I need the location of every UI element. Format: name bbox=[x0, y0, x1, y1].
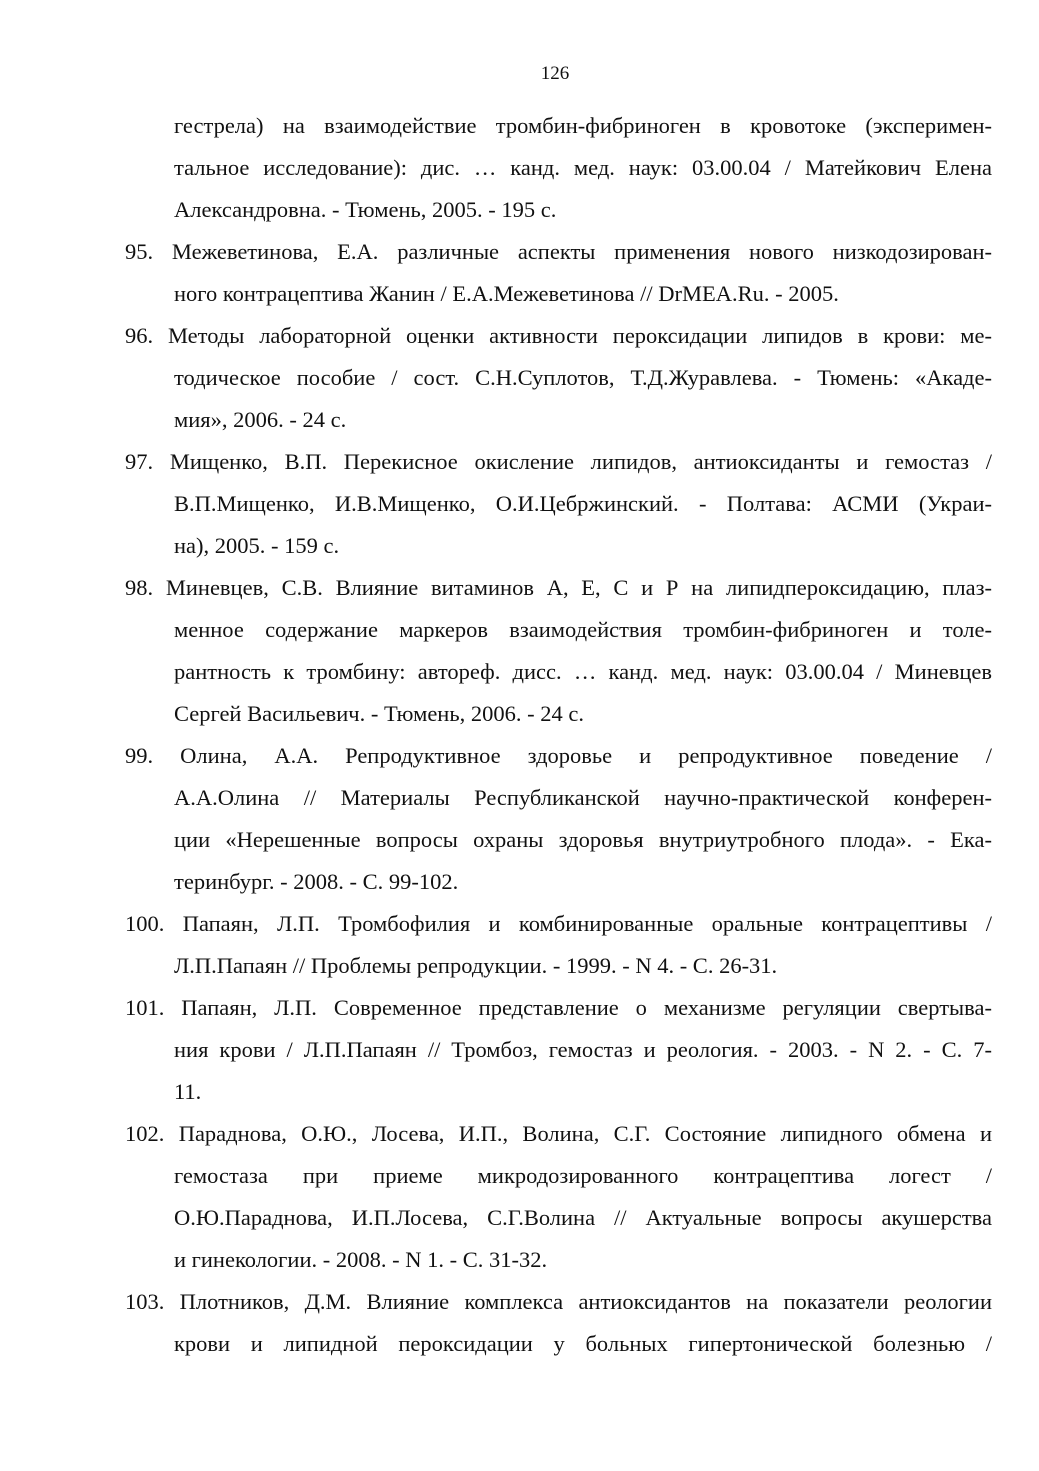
reference-97 bbox=[125, 441, 992, 567]
reference-line: В.П.Мищенко, И.В.Мищенко, О.И.Цебржинский. - Полтава: АСМИ (Украи- bbox=[174, 491, 992, 516]
reference-line: и гинекологии. - 2008. - N 1. - С. 31-32. bbox=[174, 1247, 548, 1272]
reference-98 bbox=[125, 567, 992, 735]
reference-line: 95. Межеветинова, Е.А. различные аспекты применения нового низкодозирован- bbox=[125, 239, 992, 264]
reference-line: мия», 2006. - 24 с. bbox=[174, 407, 347, 432]
reference-line: ния крови / Л.П.Папаян // Тромбоз, гемостаз и реология. - 2003. - N 2. - С. 7- bbox=[174, 1037, 992, 1062]
reference-line: Сергей Васильевич. - Тюмень, 2006. - 24 с. bbox=[174, 701, 584, 726]
reference-line: ции «Нерешенные вопросы охраны здоровья внутриутробного плода». - Ека- bbox=[174, 827, 992, 852]
reference-99 bbox=[125, 735, 992, 903]
reference-line: Александровна. - Тюмень, 2005. - 195 с. bbox=[174, 197, 557, 222]
reference-line: 103. Плотников, Д.М. Влияние комплекса антиоксидантов на показатели реологии bbox=[125, 1289, 992, 1314]
reference-103 bbox=[125, 1281, 992, 1365]
reference-line: теринбург. - 2008. - С. 99-102. bbox=[174, 869, 459, 894]
reference-95 bbox=[125, 231, 992, 315]
reference-line: Л.П.Папаян // Проблемы репродукции. - 1999. - N 4. - С. 26-31. bbox=[174, 953, 778, 978]
reference-line: 99. Олина, А.А. Репродуктивное здоровье и репродуктивное поведение / bbox=[125, 743, 992, 768]
reference-line: гемостаза при приеме микродозированного контрацептива логест / bbox=[174, 1163, 992, 1188]
reference-101 bbox=[125, 987, 992, 1113]
reference-line: 11. bbox=[174, 1079, 202, 1104]
reference-line: 97. Мищенко, В.П. Перекисное окисление липидов, антиоксиданты и гемостаз / bbox=[125, 449, 992, 474]
reference-line: 100. Папаян, Л.П. Тромбофилия и комбинированные оральные контрацептивы / bbox=[125, 911, 992, 936]
reference-list bbox=[125, 105, 992, 1365]
reference-line: крови и липидной пероксидации у больных гипертонической болезнью / bbox=[174, 1331, 992, 1356]
reference-line: гестрела) на взаимодействие тромбин-фибриноген в кровотоке (эксперимен- bbox=[174, 113, 992, 138]
reference-line: тальное исследование): дис. … канд. мед. наук: 03.00.04 / Матейкович Елена bbox=[174, 155, 992, 180]
reference-line: тодическое пособие / сост. С.Н.Суплотов, Т.Д.Журавлева. - Тюмень: «Акаде- bbox=[174, 365, 992, 390]
reference-line: менное содержание маркеров взаимодействия тромбин-фибриноген и толе- bbox=[174, 617, 992, 642]
reference-100 bbox=[125, 903, 992, 987]
reference-line: 98. Миневцев, С.В. Влияние витаминов А, Е, С и Р на липидпероксидацию, плаз- bbox=[125, 575, 992, 600]
reference-96 bbox=[125, 315, 992, 441]
reference-line: на), 2005. - 159 с. bbox=[174, 533, 340, 558]
reference-continuation bbox=[125, 105, 992, 231]
reference-line: рантность к тромбину: автореф. дисс. … канд. мед. наук: 03.00.04 / Миневцев bbox=[174, 659, 992, 684]
reference-line: А.А.Олина // Материалы Республиканской научно-практической конферен- bbox=[174, 785, 992, 810]
reference-line: ного контрацептива Жанин / Е.А.Межеветинова // DrMEA.Ru. - 2005. bbox=[174, 281, 839, 306]
reference-line: 102. Параднова, О.Ю., Лосева, И.П., Волина, С.Г. Состояние липидного обмена и bbox=[125, 1121, 992, 1146]
reference-line: О.Ю.Параднова, И.П.Лосева, С.Г.Волина // Актуальные вопросы акушерства bbox=[174, 1205, 992, 1230]
reference-line: 96. Методы лабораторной оценки активности пероксидации липидов в крови: ме- bbox=[125, 323, 992, 348]
reference-102 bbox=[125, 1113, 992, 1281]
page-number: 126 bbox=[540, 63, 570, 84]
reference-line: 101. Папаян, Л.П. Современное представление о механизме регуляции свертыва- bbox=[125, 995, 992, 1020]
